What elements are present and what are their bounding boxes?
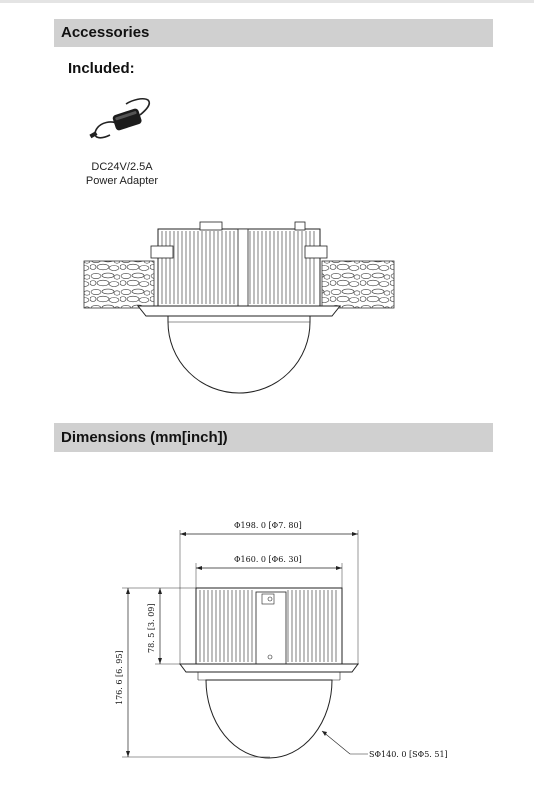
included-label: Included: — [68, 60, 135, 77]
dimension-drawing — [115, 521, 448, 759]
dome-diameter-label: SΦ140. 0 [SΦ5. 51] — [369, 750, 448, 759]
adapter-rating: DC24V/2.5A — [91, 161, 153, 173]
outer-diameter-label: Φ198. 0 [Φ7. 80] — [234, 521, 302, 530]
inner-diameter-label: Φ160. 0 [Φ6. 30] — [234, 555, 302, 564]
power-adapter-caption — [74, 160, 170, 188]
housing-height-label: 78. 5 [3. 09] — [147, 603, 156, 653]
adapter-name: Power Adapter — [85, 175, 159, 187]
section-title-dimensions: Dimensions (mm[inch]) — [54, 423, 493, 452]
total-height-label: 176. 6 [6. 95] — [115, 650, 124, 705]
installation-diagram — [84, 222, 394, 393]
power-adapter-icon — [89, 99, 149, 138]
section-title-accessories: Accessories — [54, 19, 493, 47]
